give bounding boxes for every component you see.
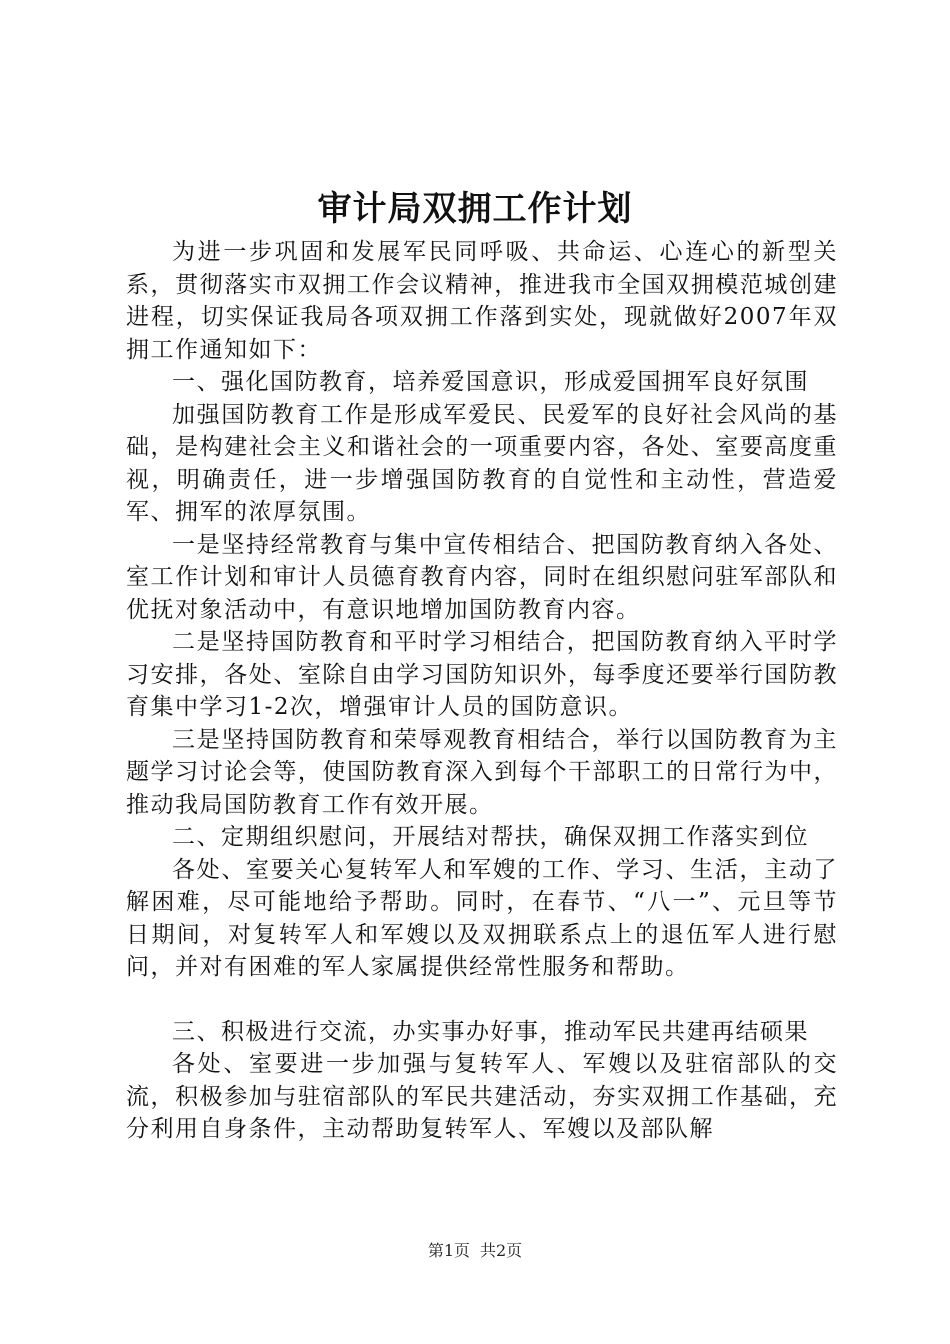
- body-paragraph: 各处、室要关心复转军人和军嫂的工作、学习、生活，主动了解困难，尽可能地给予帮助。同时，在春节、“八一”、元旦等节日期间，对复转军人和军嫂以及双拥联系点上的退伍军人进行慰问，并对有困难的军人家属提供经常性服务和帮助。: [126, 856, 838, 980]
- body-paragraph: 各处、室要进一步加强与复转军人、军嫂以及驻宿部队的交流，积极参加与驻宿部队的军民共建活动，夯实双拥工作基础，充分利用自身条件，主动帮助复转军人、军嫂以及部队解: [126, 1051, 838, 1142]
- page-number: 第1页: [427, 1241, 470, 1260]
- body-paragraph: 加强国防教育工作是形成军爱民、民爱军的良好社会风尚的基础，是构建社会主义和谐社会的一项重要内容，各处、室要高度重视，明确责任，进一步增强国防教育的自觉性和主动性，营造爱军、拥军的浓厚氛围。: [126, 401, 838, 525]
- blank-line: [126, 984, 838, 1016]
- intro-paragraph: 为进一步巩固和发展军民同呼吸、共命运、心连心的新型关系，贯彻落实市双拥工作会议精神，推进我市全国双拥模范城创建进程，切实保证我局各项双拥工作落到实处，现就做好2007年双拥工作通知如下：: [126, 239, 838, 363]
- page-total: 共2页: [480, 1241, 523, 1260]
- body-paragraph: 三是坚持国防教育和荣辱观教育相结合，举行以国防教育为主题学习讨论会等，使国防教育深入到每个干部职工的日常行为中，推动我局国防教育工作有效开展。: [126, 726, 838, 818]
- document-body: [126, 236, 838, 1146]
- page-footer: [0, 1240, 950, 1262]
- document-title: 审计局双拥工作计划: [317, 189, 633, 229]
- section-heading-1: 一、强化国防教育，培养爱国意识，形成爱国拥军良好氛围: [172, 369, 809, 395]
- section-heading-3: 三、积极进行交流，办实事办好事，推动军民共建再结硕果: [172, 1018, 809, 1045]
- body-paragraph: 一是坚持经常教育与集中宣传相结合、把国防教育纳入各处、室工作计划和审计人员德育教育内容，同时在组织慰问驻军部队和优抚对象活动中，有意识地增加国防教育内容。: [126, 531, 838, 623]
- section-heading-2: 二、定期组织慰问，开展结对帮扶，确保双拥工作落实到位: [172, 824, 809, 850]
- body-paragraph: 二是坚持国防教育和平时学习相结合，把国防教育纳入平时学习安排，各处、室除自由学习国防知识外，每季度还要举行国防教育集中学习1-2次，增强审计人员的国防意识。: [126, 629, 838, 720]
